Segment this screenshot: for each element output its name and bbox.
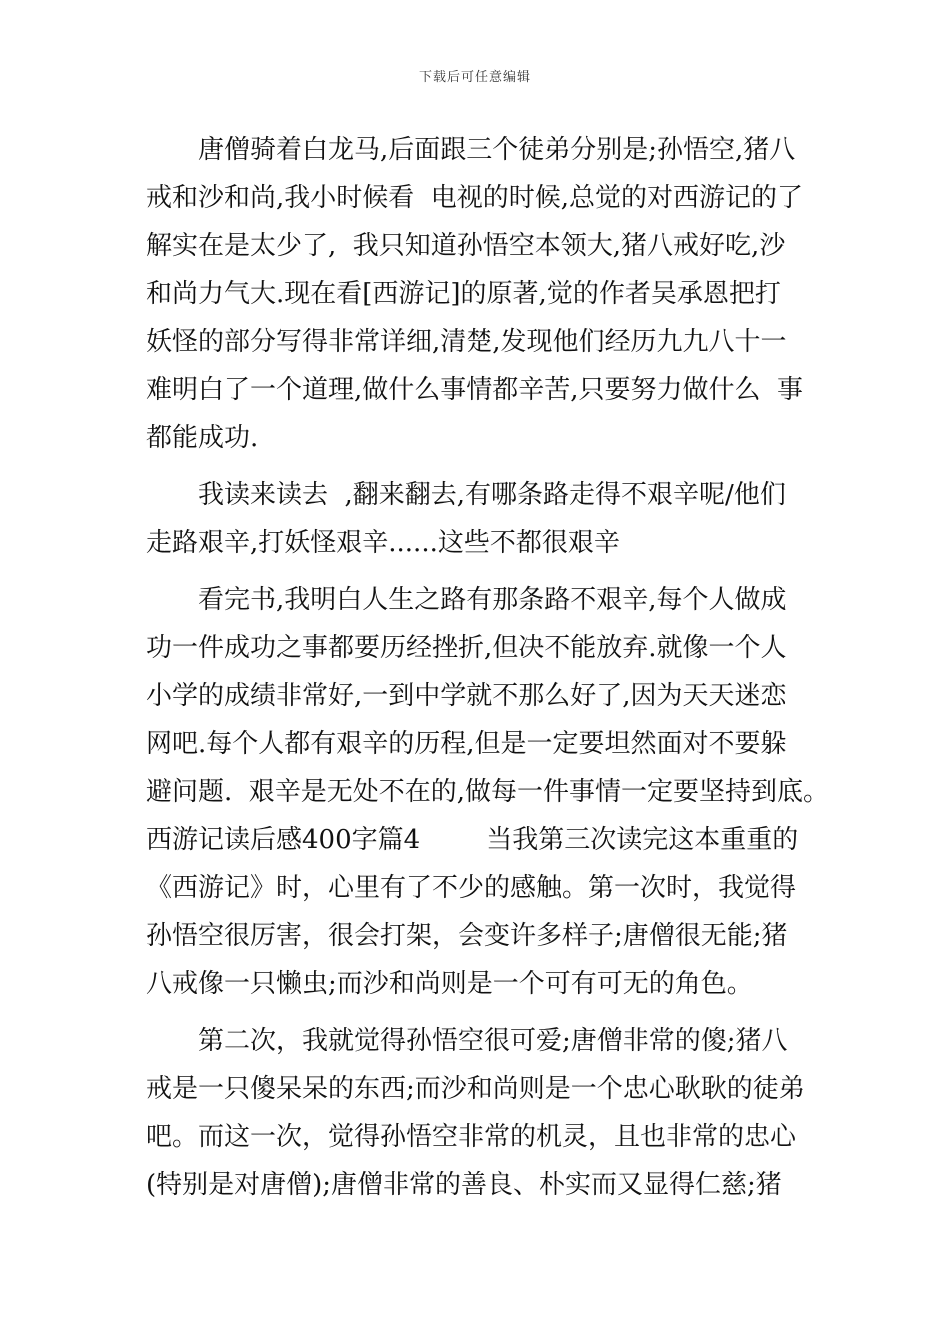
paragraph [146, 126, 808, 462]
text-line: 网吧.每个人都有艰辛的历程,但是一定要坦然面对不要躲 [146, 729, 787, 759]
paragraph [146, 471, 808, 567]
text-line: 第二次，我就觉得孙悟空很可爱;唐僧非常的傻;猪八 [198, 1026, 788, 1056]
text-line: 我读来读去 ,翻来翻去,有哪条路走得不艰辛呢/他们 [198, 480, 786, 510]
text-line: 小学的成绩非常好,一到中学就不那么好了,因为天天迷恋 [146, 681, 787, 711]
text-line: 走路艰辛,打妖怪艰辛......这些不都很艰辛 [146, 528, 620, 558]
text-line: 八戒像一只懒虫;而沙和尚则是一个可有可无的角色。 [146, 969, 753, 999]
text-line: 西游记读后感400字篇4 当我第三次读完这本重重的 [146, 825, 799, 855]
text-line: 解实在是太少了, 我只知道孙悟空本领大,猪八戒好吃,沙 [146, 231, 786, 261]
text-line: 功一件成功之事都要历经挫折,但决不能放弃.就像一个人 [146, 633, 787, 663]
text-line: 戒是一只傻呆呆的东西;而沙和尚则是一个忠心耿耿的徒弟 [146, 1074, 805, 1104]
text-line: 吧。而这一次，觉得孙悟空非常的机灵，且也非常的忠心 [146, 1122, 797, 1152]
text-line: 孙悟空很厉害，很会打架，会变许多样子;唐僧很无能;猪 [146, 921, 788, 951]
text-line: 唐僧骑着白龙马,后面跟三个徒弟分别是;孙悟空,猪八 [198, 135, 796, 165]
text-line: (特别是对唐僧);唐僧非常的善良、朴实而又显得仁慈;猪 [146, 1170, 782, 1200]
text-line: 妖怪的部分写得非常详细,清楚,发现他们经历九九八十一 [146, 327, 787, 357]
document-body [146, 126, 830, 1209]
text-line: 难明白了一个道理,做什么事情都辛苦,只要努力做什么 事 [146, 375, 804, 405]
text-line: 都能成功. [146, 423, 259, 453]
text-line: 和尚力气大.现在看[西游记]的原著,觉的作者吴承恩把打 [146, 279, 781, 309]
text-line: 避问题. 艰辛是无处不在的,做每一件事情一定要坚持到底。 [146, 777, 830, 807]
text-line: 看完书,我明白人生之路有那条路不艰辛,每个人做成 [198, 585, 787, 615]
text-line: 《西游记》时，心里有了不少的感触。第一次时，我觉得 [146, 873, 797, 903]
text-line: 戒和沙和尚,我小时候看 电视的时候,总觉的对西游记的了 [146, 183, 804, 213]
page-header-note: 下载后可任意编辑 [418, 70, 531, 85]
paragraph [146, 1017, 808, 1209]
paragraph [146, 576, 830, 1008]
